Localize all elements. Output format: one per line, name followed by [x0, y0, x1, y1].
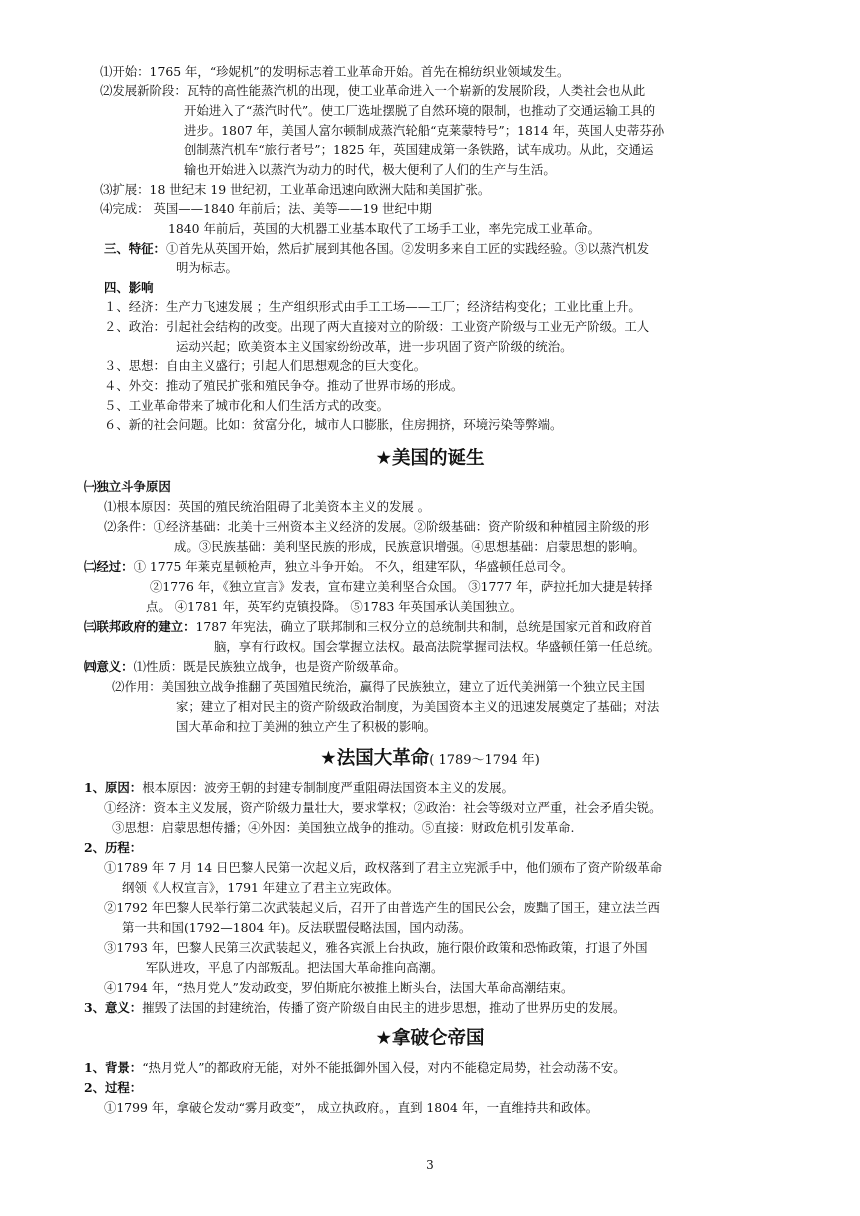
text-line: 家；建立了相对民主的资产阶级政治制度，为美国资本主义的迅速发展奠定了基础；对法: [176, 699, 660, 714]
text-line: 第一共和国(1792—1804 年)。反法联盟侵略法国，国内动荡。: [122, 920, 472, 935]
text-line: ⑴开始：1765 年，“珍妮机”的发明标志着工业革命开始。首先在棉纺织业领域发生。: [100, 64, 570, 79]
text-span: ⑴性质：既是民族独立战争，也是资产阶级革命。: [133, 659, 407, 674]
text-line: ⑵发展新阶段：瓦特的高性能蒸汽机的出现，使工业革命进入一个崭新的发展阶段，人类社会也从此: [100, 83, 646, 98]
section-title: [0, 746, 860, 774]
section-heading: 2、历程：: [84, 840, 143, 855]
text-line: ２、政治：引起社会结构的改变。出现了两大直接对立的阶级：工业资产阶级与工业无产阶级。工人: [104, 319, 650, 334]
section-title: ★拿破仑帝国: [375, 1028, 485, 1049]
text-line: ５、工业革命带来了城市化和人们生活方式的改变。: [104, 398, 389, 413]
section-heading: ㈠独立斗争原因: [84, 479, 171, 494]
section-heading: 3、意义：: [84, 1000, 143, 1015]
section-heading: 2、过程：: [84, 1080, 143, 1095]
text-line: [84, 657, 406, 676]
text-line: ⑵条件：①经济基础：北美十三州资本主义经济的发展。②阶级基础：资产阶级和种植园主阶级的形: [104, 519, 650, 534]
text-span: 根本原因：波旁王朝的封建专制制度严重阻碍法国资本主义的发展。: [142, 780, 514, 795]
text-line: １、经济：生产力飞速发展 ；生产组织形式由手工工场——工厂；经济结构变化；工业比重上升。: [104, 299, 641, 314]
text-line: ⑷完成： 英国——1840 年前后；法、美等——19 世纪中期: [100, 201, 432, 216]
text-line: [84, 557, 573, 576]
text-line: 创制蒸汽机车“旅行者号”；1825 年，英国建成第一条铁路，试车成功。从此，交通运: [184, 142, 654, 157]
text-line: ①经济：资本主义发展，资产阶级力量壮大，要求掌权；②政治：社会等级对立严重，社会矛盾尖锐。: [104, 800, 662, 815]
section-heading: 三、特征：: [104, 241, 166, 256]
section-title-text: ★法国大革命: [320, 748, 430, 769]
text-span: “热月党人”的都政府无能，对外不能抵御外国入侵，对内不能稳定局势，社会动荡不安。: [142, 1060, 626, 1075]
text-line: ⑴根本原因：英国的殖民统治阻碍了北美资本主义的发展 。: [104, 499, 431, 514]
text-line: ⑵作用：美国独立战争推翻了英国殖民统治，赢得了民族独立，建立了近代美洲第一个独立民主国: [112, 679, 645, 694]
text-line: 运动兴起；欧美资本主义国家纷纷改革，进一步巩固了资产阶级的统治。: [176, 339, 573, 354]
page-number: 3: [426, 1158, 434, 1172]
section-heading: 1、背景：: [84, 1060, 143, 1075]
text-line: ３、思想：自由主义盛行；引起人们思想观念的巨大变化。: [104, 358, 427, 373]
text-line: ②1792 年巴黎人民举行第二次武装起义后，召开了由普选产生的国民公会，废黜了国王，建立法兰西: [104, 900, 660, 915]
text-span: 摧毁了法国的封建统治，传播了资产阶级自由民主的进步思想，推动了世界历史的发展。: [142, 1000, 626, 1015]
text-line: ②1776 年，《独立宣言》发表，宣布建立美利坚合众国。 ③1777 年，萨拉托加大捷是转择: [150, 579, 653, 594]
text-line: [84, 778, 514, 797]
text-line: 纲领《人权宣言》，1791 年建立了君主立宪政体。: [122, 880, 400, 895]
text-line: 脑，享有行政权。国会掌握立法权。最高法院掌握司法权。华盛顿任第一任总统。: [214, 639, 661, 654]
text-line: ①1799 年，拿破仑发动“雾月政变”， 成立执政府。，直到 1804 年，一直维持共和政体。: [104, 1100, 599, 1115]
text-line: ①1789 年 7 月 14 日巴黎人民第一次起义后，政权落到了君主立宪派手中，他们颁布了资产阶级革命: [104, 860, 663, 875]
section-heading: ㈢联邦政府的建立：: [84, 619, 196, 634]
section-heading: ㈣意义：: [84, 659, 134, 674]
text-line: ④1794 年，“热月党人”发动政变，罗伯斯庇尔被推上断头台，法国大革命高潮结束。: [104, 980, 574, 995]
text-line: 开始进入了“蒸汽时代”。使工厂选址摆脱了自然环境的限制，也推动了交通运输工具的: [184, 103, 656, 118]
text-line: [84, 617, 652, 636]
text-line: [104, 239, 649, 258]
section-heading: ㈡经过：: [84, 559, 134, 574]
text-span: ① 1775 年莱克星顿枪声，独立斗争开始。 不久，组建军队，华盛顿任总司令。: [133, 559, 574, 574]
text-line: 成。③民族基础：美利坚民族的形成，民族意识增强。④思想基础：启蒙思想的影响。: [174, 539, 645, 554]
text-line: 国大革命和拉丁美洲的独立产生了积极的影响。: [176, 719, 437, 734]
text-line: [84, 998, 625, 1017]
text-line: 1840 年前后，英国的大机器工业基本取代了工场手工业，率先完成工业革命。: [168, 221, 600, 236]
section-title-years: ( 1789～1794 年): [429, 753, 540, 768]
text-line: ６、新的社会问题。比如：贫富分化，城市人口膨胀，住房拥挤，环境污染等弊端。: [104, 417, 563, 432]
text-line: 军队进攻，平息了内部叛乱。把法国大革命推向高潮。: [146, 960, 444, 975]
text-line: ４、外交：推动了殖民扩张和殖民争夺。推动了世界市场的形成。: [104, 378, 464, 393]
text-span: 1787 年宪法，确立了联邦制和三权分立的总统制共和制，总统是国家元首和政府首: [195, 619, 653, 634]
section-title: ★美国的诞生: [375, 448, 485, 469]
text-line: ⑶扩展：18 世纪末 19 世纪初，工业革命迅速向欧洲大陆和美国扩张。: [100, 182, 491, 197]
text-line: [84, 1058, 626, 1077]
text-line: ③思想：启蒙思想传播；④外因：美国独立战争的推动。⑤直接：财政危机引发革命.: [112, 820, 575, 835]
text-span: ①首先从英国开始，然后扩展到其他各国。②发明多来自工匠的实践经验。③以蒸汽机发: [165, 241, 650, 256]
text-line: 输也开始进入以蒸汽为动力的时代，极大便利了人们的生产与生活。: [184, 162, 556, 177]
section-heading: 1、原因：: [84, 780, 143, 795]
text-line: 点。 ④1781 年，英军约克镇投降。 ⑤1783 年英国承认美国独立。: [146, 599, 523, 614]
text-line: 明为标志。: [176, 260, 238, 275]
section-heading: 四、影响: [104, 280, 154, 295]
text-line: ③1793 年，巴黎人民第三次武装起义，雅各宾派上台执政，施行限价政策和恐怖政策，打退了外国: [104, 940, 648, 955]
text-line: 进步。1807 年，美国人富尔顿制成蒸汽轮船“克莱蒙特号”；1814 年，英国人史蒂芬孙: [184, 123, 665, 138]
